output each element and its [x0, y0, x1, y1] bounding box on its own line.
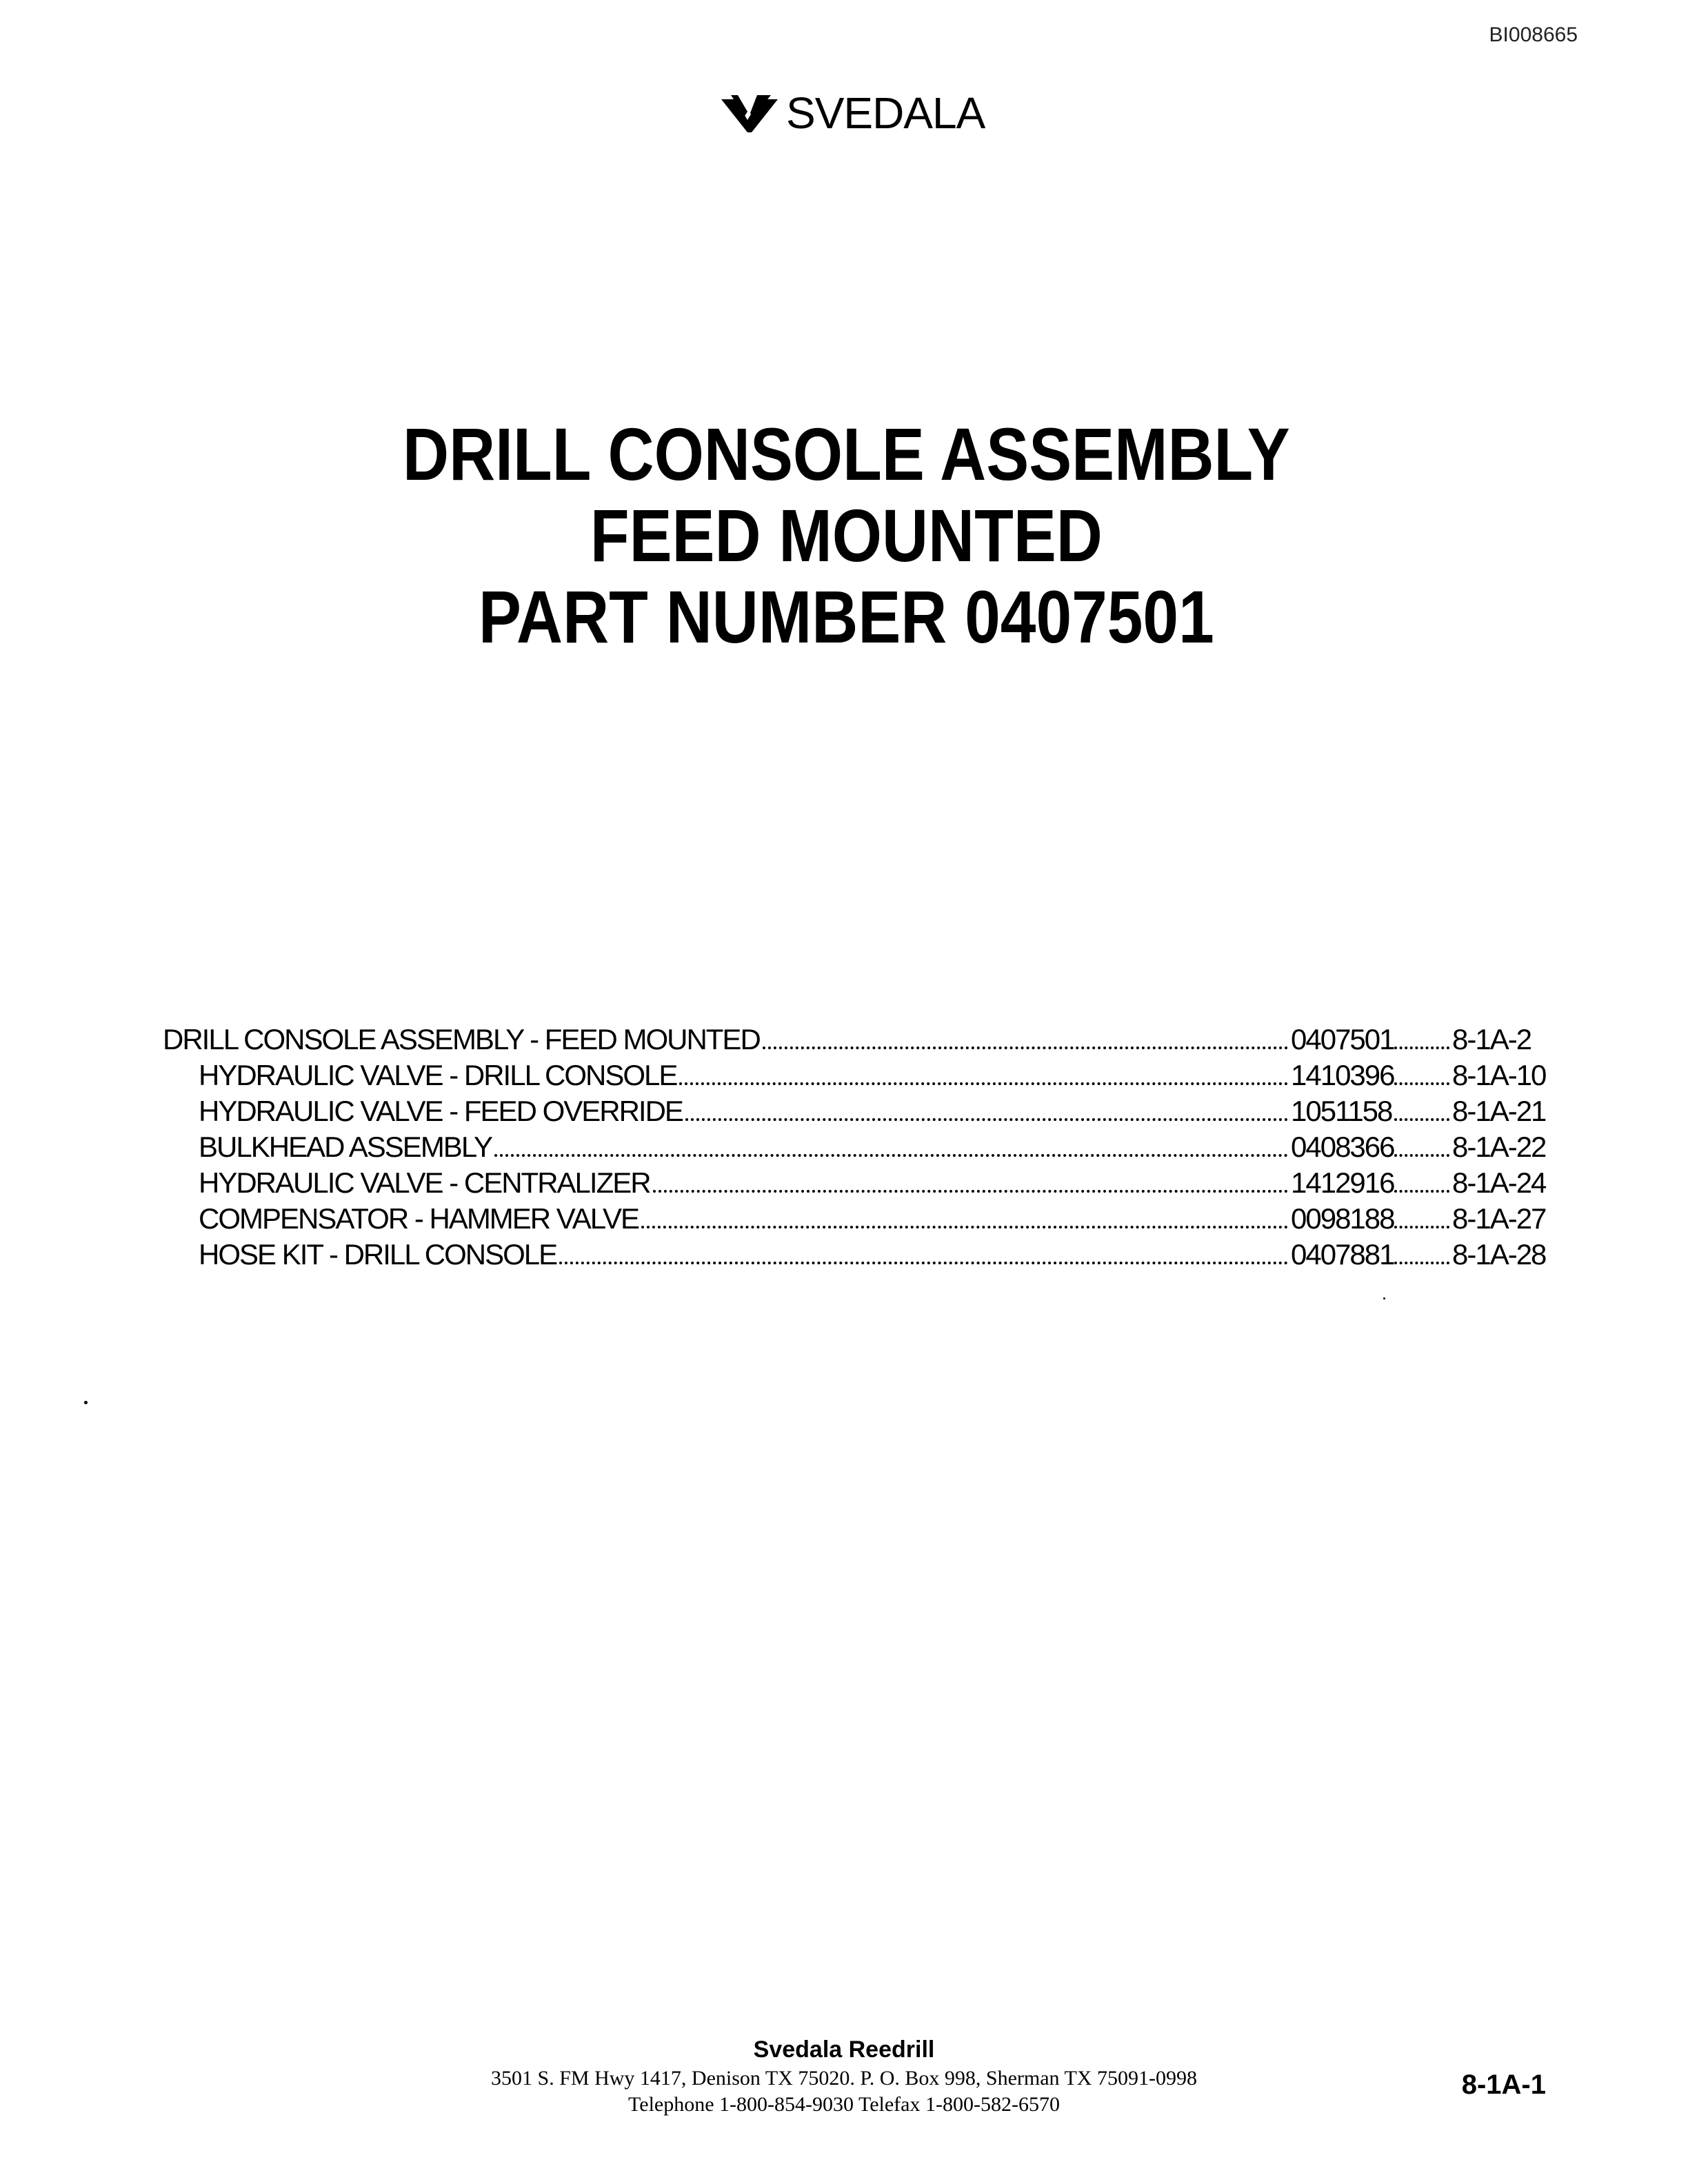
toc-leader: [1394, 1190, 1449, 1193]
scan-speck: [1383, 1297, 1385, 1300]
toc-leader: [1394, 1262, 1449, 1264]
toc-leader: [641, 1226, 1288, 1228]
toc-leader: [763, 1046, 1288, 1049]
table-of-contents: [163, 1022, 1546, 1273]
toc-part-number: 1410396: [1291, 1059, 1394, 1091]
footer: [0, 2034, 1688, 2118]
toc-part-number: 0407501: [1291, 1023, 1394, 1055]
toc-part-number: 0098188: [1291, 1202, 1394, 1235]
toc-page-ref: 8-1A-21: [1452, 1095, 1546, 1127]
footer-address: 3501 S. FM Hwy 1417, Denison TX 75020. P. O. Box 998, Sherman TX 75091-0998: [491, 2067, 1197, 2090]
toc-leader: [1394, 1118, 1449, 1121]
toc-item-name: HOSE KIT - DRILL CONSOLE: [199, 1238, 557, 1271]
toc-leader: [679, 1082, 1288, 1085]
toc-row[interactable]: [163, 1201, 1546, 1237]
toc-leader: [494, 1154, 1288, 1157]
footer-company: Svedala Reedrill: [753, 2036, 935, 2063]
document-title: [121, 414, 1572, 658]
toc-leader: [653, 1190, 1288, 1193]
toc-page-ref: 8-1A-27: [1452, 1202, 1546, 1235]
title-line-1: DRILL CONSOLE ASSEMBLY: [402, 412, 1290, 496]
toc-row[interactable]: [163, 1022, 1535, 1058]
brand-name: SVEDALA: [786, 88, 985, 138]
svedala-logo-icon: [717, 92, 782, 134]
toc-page-ref: 8-1A-10: [1452, 1059, 1546, 1091]
title-line-3: PART NUMBER 0407501: [478, 575, 1214, 658]
toc-leader: [1394, 1226, 1449, 1228]
toc-page-ref: 8-1A-24: [1452, 1166, 1546, 1199]
toc-row[interactable]: [163, 1058, 1546, 1093]
title-line-2: FEED MOUNTED: [590, 494, 1103, 577]
document-id: BI008665: [1489, 23, 1578, 46]
toc-leader: [559, 1262, 1288, 1264]
toc-part-number: 1412916: [1291, 1166, 1394, 1199]
toc-item-name: BULKHEAD ASSEMBLY: [199, 1131, 492, 1163]
toc-leader: [685, 1118, 1288, 1121]
toc-part-number: 0407881: [1291, 1238, 1394, 1271]
toc-leader: [1394, 1154, 1449, 1157]
toc-item-name: HYDRAULIC VALVE - CENTRALIZER: [199, 1166, 650, 1199]
toc-page-ref: 8-1A-28: [1452, 1238, 1546, 1271]
toc-part-number: 1051158: [1291, 1095, 1392, 1127]
toc-page-ref: 8-1A-2: [1452, 1023, 1531, 1055]
toc-page-ref: 8-1A-22: [1452, 1131, 1546, 1163]
toc-part-number: 0408366: [1291, 1131, 1394, 1163]
toc-item-name: HYDRAULIC VALVE - FEED OVERRIDE: [199, 1095, 683, 1127]
toc-row[interactable]: [163, 1093, 1546, 1129]
toc-leader: [1394, 1046, 1449, 1049]
toc-row[interactable]: [163, 1129, 1546, 1165]
toc-item-name: COMPENSATOR - HAMMER VALVE: [199, 1202, 639, 1235]
toc-row[interactable]: [163, 1165, 1546, 1201]
svedala-logo: [717, 88, 985, 138]
page-number: 8-1A-1: [1461, 2070, 1546, 2100]
toc-item-name: HYDRAULIC VALVE - DRILL CONSOLE: [199, 1059, 677, 1091]
toc-row[interactable]: [163, 1237, 1546, 1273]
footer-phone: Telephone 1-800-854-9030 Telefax 1-800-582-6570: [628, 2093, 1060, 2116]
toc-leader: [1394, 1082, 1449, 1085]
toc-item-name: DRILL CONSOLE ASSEMBLY - FEED MOUNTED: [163, 1023, 760, 1055]
scan-speck: [84, 1401, 88, 1404]
